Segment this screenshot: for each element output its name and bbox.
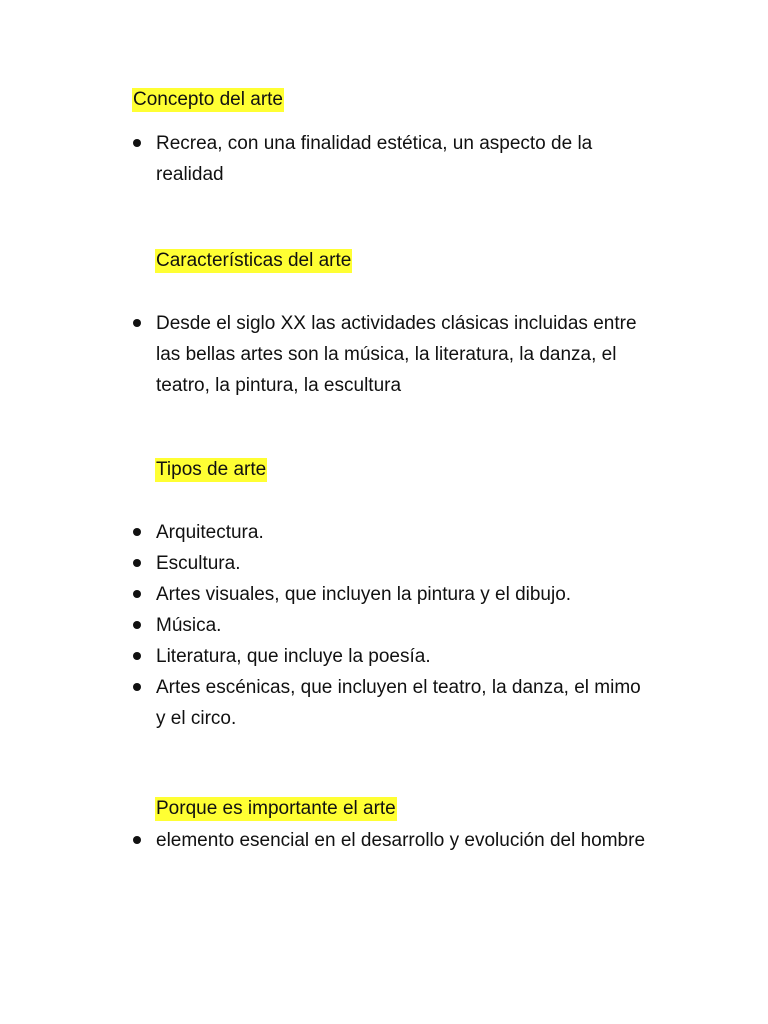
list-item-text: Arquitectura. [156,522,264,543]
heading-porque-es-importante: Porque es importante el arte [156,798,396,819]
bullet-icon [133,559,141,567]
list-item [130,610,650,641]
bullet-icon [133,319,141,327]
heading-caracteristicas-del-arte: Características del arte [156,250,352,271]
bullet-icon [133,590,141,598]
list-item [130,641,650,672]
bullet-icon [133,528,141,536]
heading-concepto-del-arte: Concepto del arte [133,89,283,110]
list-item [130,579,650,610]
list-item-text: Recrea, con una finalidad estética, un aspecto de la realidad [156,133,593,185]
bullet-icon [133,621,141,629]
bullet-list-concepto [130,128,650,190]
list-item [130,128,650,190]
list-item [130,672,650,734]
bullet-icon [133,139,141,147]
bullet-icon [133,683,141,691]
bullet-list-importancia [130,825,650,856]
bullet-list-caracteristicas [130,308,650,401]
list-item-text: Música. [156,615,222,636]
list-item [130,825,650,856]
bullet-list-tipos [130,517,650,734]
bullet-icon [133,836,141,844]
list-item [130,548,650,579]
list-item-text: Desde el siglo XX las actividades clásicas incluidas entre las bellas artes son la música, la literatura, la danza, el teatro, la pintura, la escultura [156,313,637,396]
list-item-text: elemento esencial en el desarrollo y evolución del hombre [156,830,646,851]
bullet-icon [133,652,141,660]
heading-tipos-de-arte: Tipos de arte [156,459,267,480]
list-item [130,308,650,401]
list-item-text: Artes escénicas, que incluyen el teatro, la danza, el mimo y el circo. [156,677,641,729]
list-item-text: Artes visuales, que incluyen la pintura y el dibujo. [156,584,572,605]
list-item [130,517,650,548]
list-item-text: Escultura. [156,553,241,574]
list-item-text: Literatura, que incluye la poesía. [156,646,431,667]
